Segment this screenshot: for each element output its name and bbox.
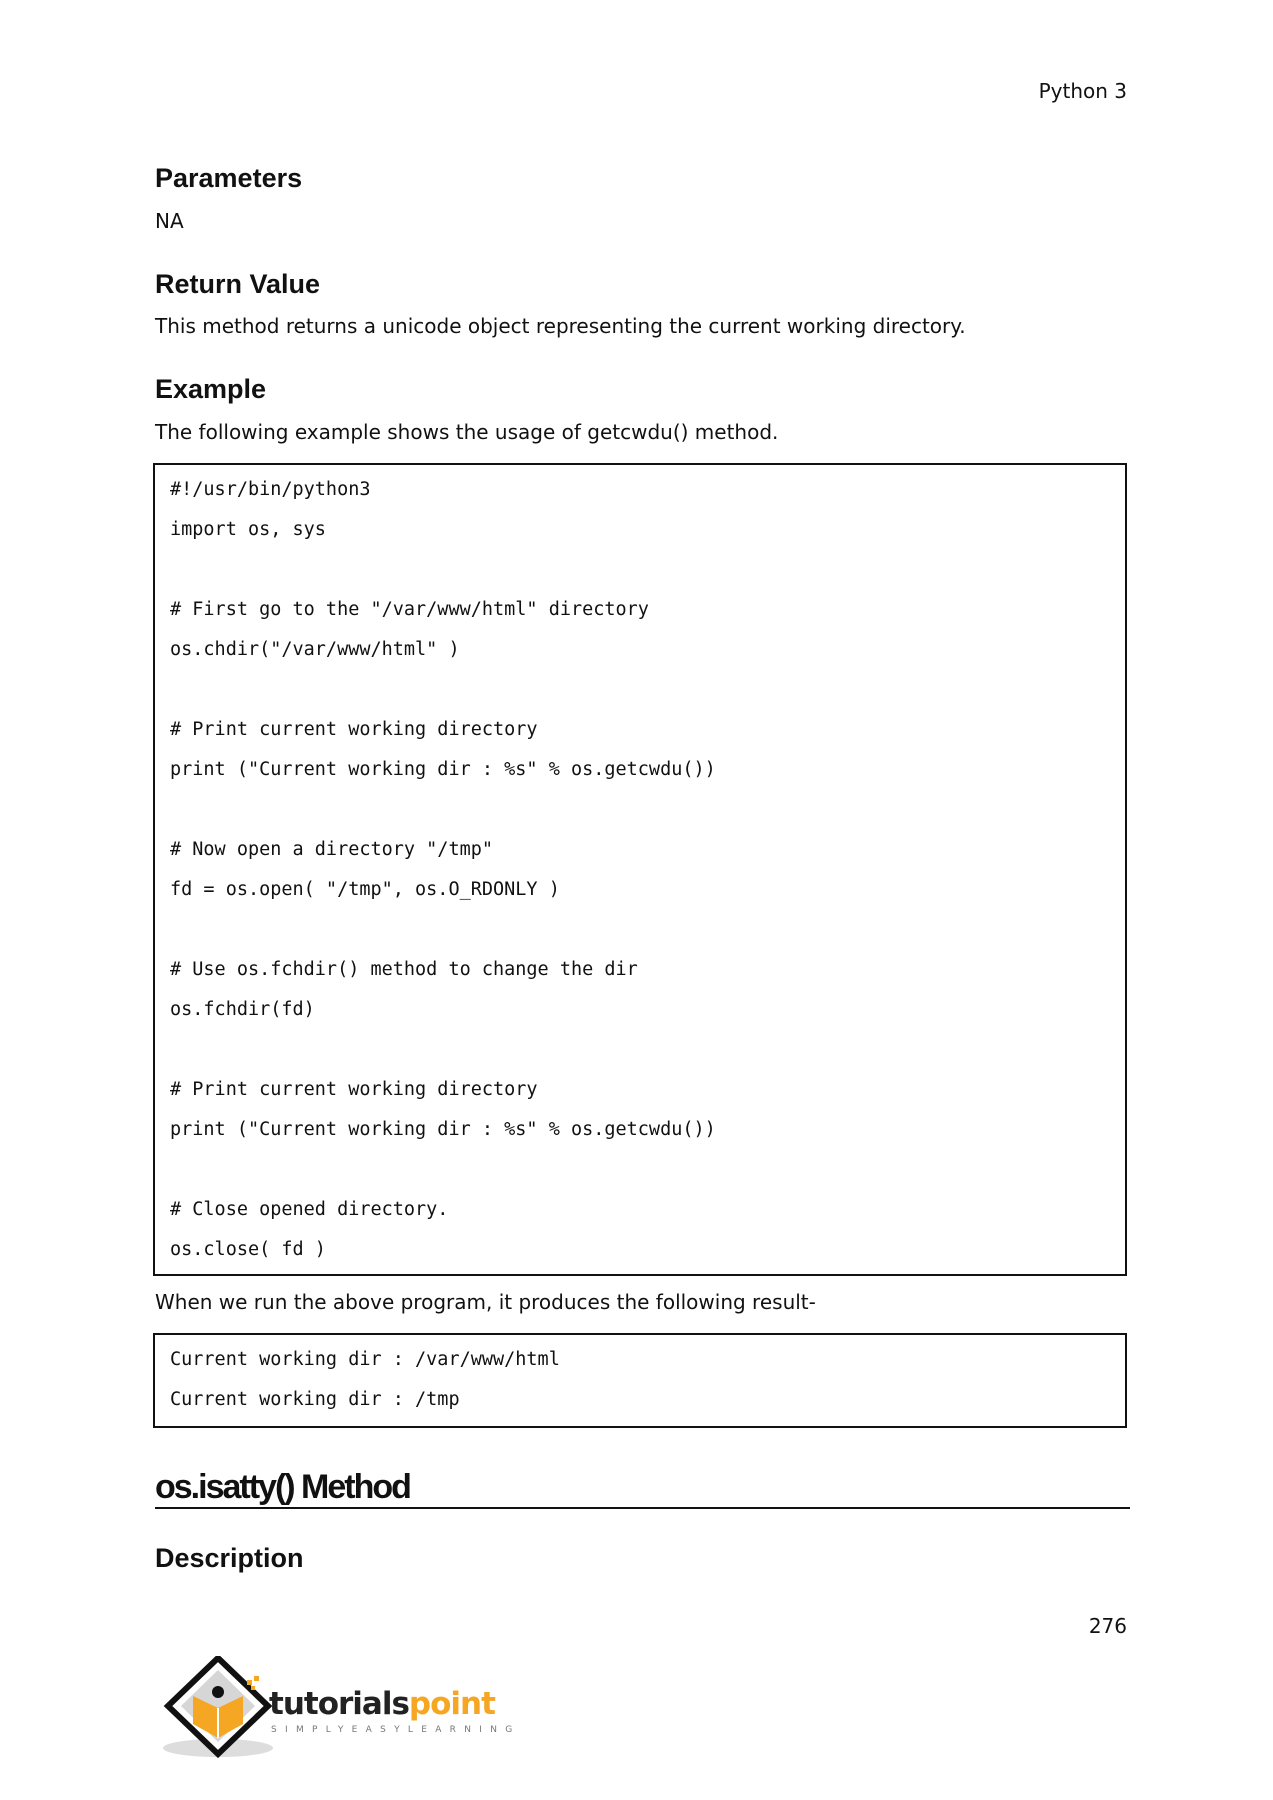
- code-line: print ("Current working dir : %s" % os.getcwdu()): [170, 1119, 716, 1140]
- code-line: #!/usr/bin/python3: [170, 479, 371, 500]
- code-line: fd = os.open( "/tmp", os.O_RDONLY ): [170, 879, 560, 900]
- code-line: # First go to the "/var/www/html" directory: [170, 599, 649, 620]
- code-line: # Close opened directory.: [170, 1199, 449, 1220]
- svg-text:tutorialspoint: tutorialspoint: [269, 1686, 496, 1722]
- description-heading: Description: [155, 1543, 304, 1573]
- parameters-text: NA: [155, 209, 184, 233]
- code-line: # Now open a directory "/tmp": [170, 839, 494, 860]
- example-text: The following example shows the usage of getcwdu() method.: [155, 420, 779, 444]
- page-number: 276: [1088, 1614, 1127, 1638]
- code-line: Current working dir : /var/www/html: [170, 1349, 560, 1370]
- code-line: os.fchdir(fd): [170, 999, 315, 1020]
- code-line: os.close( fd ): [170, 1239, 326, 1260]
- result-intro: When we run the above program, it produces the following result-: [155, 1290, 816, 1314]
- parameters-heading: Parameters: [155, 163, 303, 193]
- svg-text:SIMPLYEASYLEARNING: SIMPLYEASYLEARNING: [271, 1725, 521, 1735]
- example-heading: Example: [155, 374, 267, 404]
- code-line: Current working dir : /tmp: [170, 1389, 460, 1410]
- code-line: # Use os.fchdir() method to change the dir: [170, 959, 638, 980]
- code-line: os.chdir("/var/www/html" ): [170, 639, 460, 660]
- return-value-text: This method returns a unicode object representing the current working directory.: [155, 314, 966, 338]
- heading-underline: [155, 1507, 1130, 1509]
- output-block: [153, 1333, 1127, 1428]
- return-value-heading: Return Value: [155, 269, 321, 299]
- logo-emblem-icon: [163, 1656, 523, 1761]
- code-line: # Print current working directory: [170, 719, 538, 740]
- code-line: # Print current working directory: [170, 1079, 538, 1100]
- running-header: Python 3: [1038, 79, 1127, 103]
- code-line: print ("Current working dir : %s" % os.getcwdu()): [170, 759, 716, 780]
- code-block: [153, 463, 1127, 1276]
- method-heading: os.isatty() Method: [155, 1468, 410, 1506]
- code-line: import os, sys: [170, 519, 326, 540]
- tutorialspoint-logo: [153, 1637, 521, 1742]
